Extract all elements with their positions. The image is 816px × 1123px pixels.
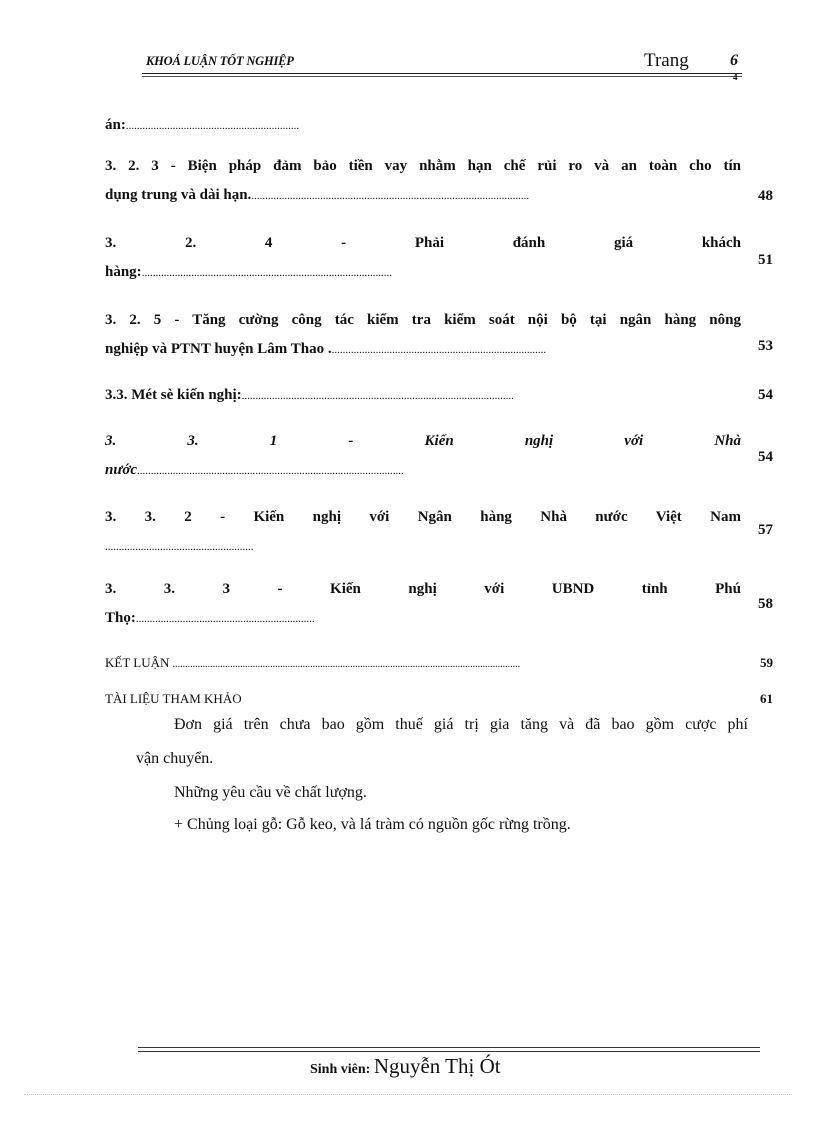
header-page-mark: 4 [733, 72, 738, 82]
toc-dots: ................................................................................................... [241, 390, 514, 402]
toc-page-number: 57 [758, 522, 773, 538]
toc-references[interactable] [105, 691, 242, 707]
toc-dots: ........................................................................................................................................... [172, 659, 521, 670]
toc-conclusion[interactable] [105, 655, 520, 671]
toc-entry-text: 3. 2. 5 - Tăng cường công tác kiểm tra kiểm soát nội bộ tại ngân hàng nông [105, 312, 741, 328]
toc-page-number: 54 [758, 449, 773, 465]
toc-entry[interactable] [105, 306, 741, 365]
toc-entry-text: Thọ: [105, 610, 136, 626]
toc-entry-text: dụng trung và dài hạn. [105, 187, 252, 203]
footer-label: Sinh viên [310, 1062, 366, 1077]
toc-entry[interactable] [105, 152, 741, 211]
toc-references-label: TÀI LIỆU THAM KHẢO [105, 691, 242, 706]
toc-entry-text: 3. 2. 3 - Biện pháp đảm bảo tiền vay nhằm hạn chế rủi ro và an toàn cho tín [105, 158, 741, 174]
body-paragraph: Những yêu cầu về chất lượng. [174, 784, 367, 801]
toc-dots: ........................................................................................... [141, 267, 392, 279]
toc-page-number: 54 [758, 387, 773, 403]
toc-page-number: 58 [758, 596, 773, 612]
footer-student-name: Nguyễn Thị Ót [373, 1054, 501, 1078]
header-page-label: Trang [644, 50, 689, 71]
body-paragraph: + Chủng loại gỗ: Gỗ keo, và lá tràm có nguồn gốc rừng trồng. [174, 816, 571, 833]
toc-dots: ................................................................. [135, 613, 315, 625]
toc-dots: ..................................................................................................... [251, 190, 530, 202]
toc-entry-text: án: [105, 117, 126, 133]
toc-page-number: 48 [758, 188, 773, 204]
toc-entry[interactable] [105, 381, 741, 411]
toc-entry-text: nghiệp và PTNT huyện Lâm Thao . [105, 341, 332, 357]
footer-student: Sinh viên: Nguyễn Thị Ót [310, 1054, 501, 1078]
header-page-number: 6 [730, 52, 738, 69]
toc-entry-text: nước [105, 462, 138, 478]
toc-entry[interactable] [105, 111, 741, 141]
toc-entry-text: hàng: [105, 264, 142, 280]
body-paragraph-line: Đơn giá trên chưa bao gồm thuế giá trị gia tăng và đã bao gồm cược phí [174, 716, 748, 733]
toc-page-number: 59 [760, 655, 773, 670]
toc-entry-text: 3. 3. 1 - Kiến nghị với Nhà [105, 433, 741, 449]
toc-entry[interactable] [105, 229, 741, 288]
toc-entry[interactable] [105, 575, 741, 634]
page-bottom-border [24, 1094, 792, 1095]
header-rule [142, 73, 742, 74]
toc-entry-text: 3. 3. 2 - Kiến nghị với Ngân hàng Nhà nước Việt Nam [105, 509, 741, 525]
body-paragraph-line: vận chuyển. [136, 750, 214, 767]
toc-conclusion-label: KẾT LUẬN [105, 655, 170, 670]
toc-dots: ...................................................... [105, 541, 254, 553]
toc-dots: .............................................................................. [331, 344, 547, 356]
toc-entry[interactable] [105, 427, 741, 486]
toc-entry-text: 3.3. Mét sè kiến nghị: [105, 387, 242, 403]
footer-rule [138, 1047, 760, 1048]
toc-page-number: 53 [758, 338, 773, 354]
header-title: KHOÁ LUẬN TỐT NGHIỆP [146, 54, 294, 68]
toc-entry-text: 3. 3. 3 - Kiến nghị với UBND tỉnh Phú [105, 581, 741, 597]
footer-rule-double [138, 1051, 760, 1052]
toc-dots: ................................................................................................. [137, 465, 404, 477]
toc-page-number: 51 [758, 252, 773, 268]
header-rule-thin [142, 76, 742, 77]
toc-dots: ............................................................... [125, 120, 300, 132]
toc-entry[interactable] [105, 503, 741, 562]
toc-entry-text: 3. 2. 4 - Phải đánh giá khách [105, 235, 741, 251]
toc-page-number: 61 [760, 691, 773, 706]
